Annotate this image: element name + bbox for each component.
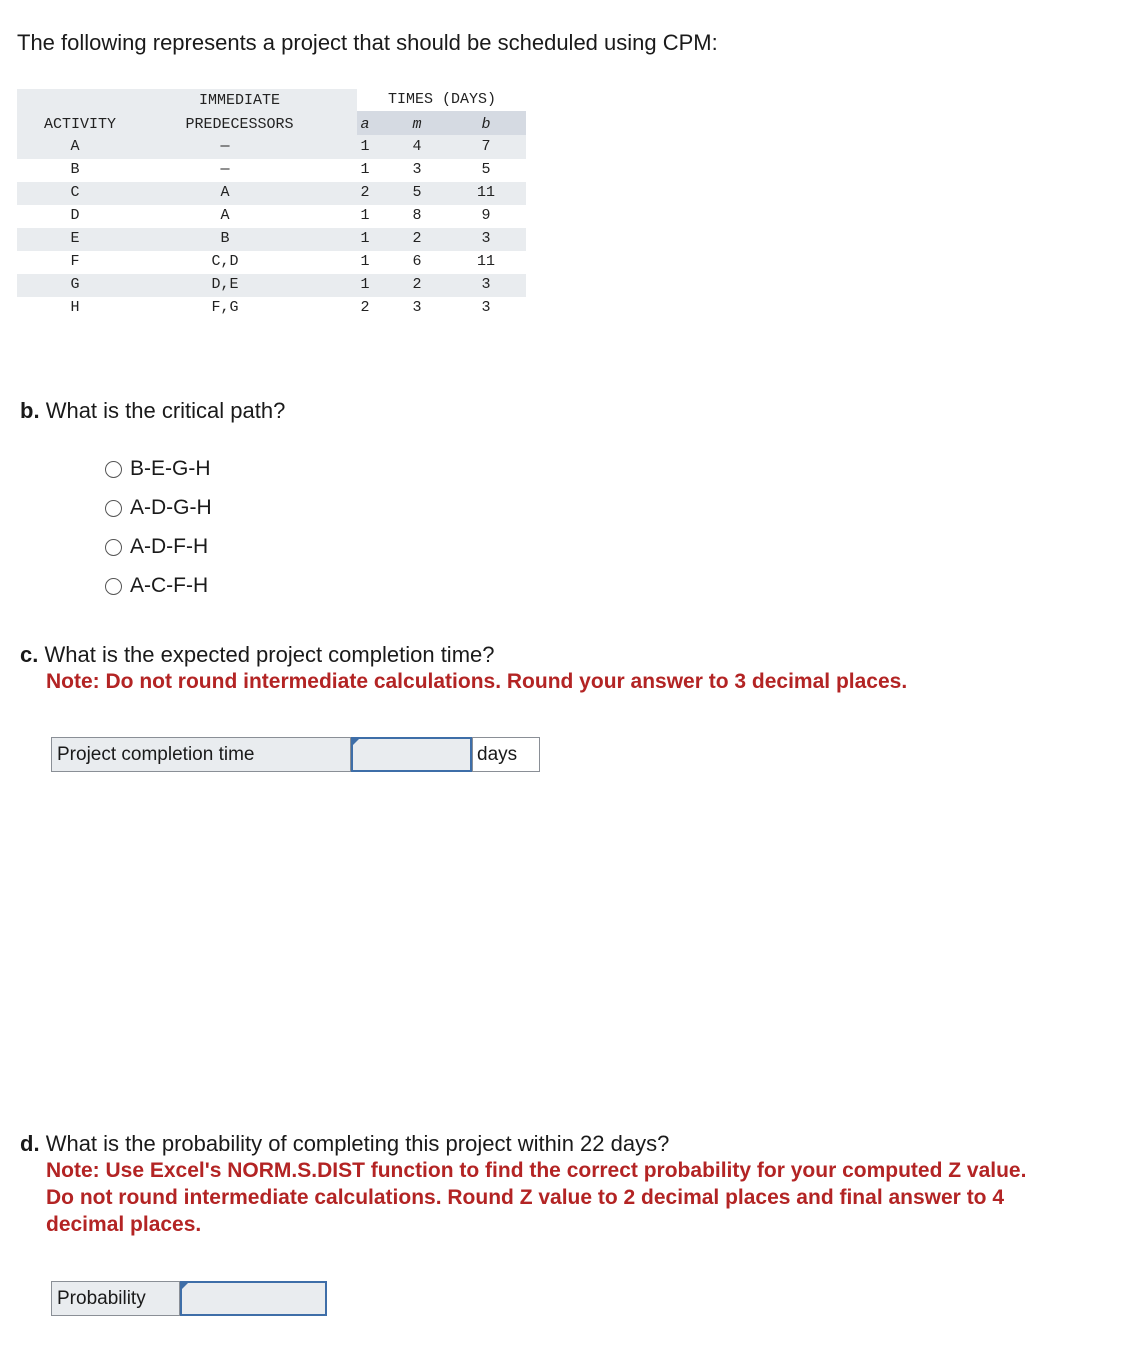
predecessor-cell: — xyxy=(220,138,230,155)
probability-row xyxy=(51,1281,327,1316)
activity-cell: A xyxy=(70,138,80,155)
question-d-text: What is the probability of completing this project within 22 days? xyxy=(45,1131,670,1156)
option-b-e-g-h[interactable] xyxy=(105,456,211,482)
a-cell: 2 xyxy=(360,299,370,316)
b-cell: 11 xyxy=(476,253,495,270)
predecessors-header-line1: IMMEDIATE xyxy=(198,92,280,109)
intro-text: The following represents a project that should be scheduled using CPM: xyxy=(17,30,718,55)
activity-header: ACTIVITY xyxy=(43,116,116,133)
question-d-note-line2: Do not round intermediate calculations. Round Z value to 2 decimal places and final answer to 4 xyxy=(46,1186,1005,1209)
a-cell: 1 xyxy=(360,161,370,178)
table-row xyxy=(17,251,526,274)
b-cell: 5 xyxy=(481,161,491,178)
option-a-d-f-h[interactable] xyxy=(105,534,208,560)
completion-time-label: Project completion time xyxy=(51,737,351,772)
activity-table xyxy=(17,89,526,319)
table-row xyxy=(17,182,526,205)
b-cell: 11 xyxy=(476,184,495,201)
a-cell: 2 xyxy=(360,184,370,201)
activity-cell: G xyxy=(70,276,80,293)
radio-icon[interactable] xyxy=(105,500,122,517)
m-cell: 2 xyxy=(412,276,422,293)
option-a-d-g-h[interactable] xyxy=(105,495,212,521)
table-row xyxy=(17,297,526,320)
table-row xyxy=(17,136,526,159)
option-label: A-D-G-H xyxy=(130,496,212,519)
question-d-prefix: d. xyxy=(20,1131,40,1156)
activity-cell: H xyxy=(70,299,80,316)
activity-cell: F xyxy=(70,253,80,270)
question-d-note-line1: Note: Use Excel's NORM.S.DIST function to find the correct probability for your computed Z value. xyxy=(46,1159,1027,1182)
a-cell: 1 xyxy=(360,207,370,224)
m-cell: 8 xyxy=(412,207,422,224)
a-cell: 1 xyxy=(360,230,370,247)
probability-input[interactable] xyxy=(182,1283,325,1314)
probability-label: Probability xyxy=(51,1281,180,1316)
b-cell: 3 xyxy=(481,230,491,247)
question-b-text: What is the critical path? xyxy=(45,398,286,423)
activity-cell: D xyxy=(70,207,80,224)
question-c xyxy=(20,642,495,668)
table-row xyxy=(17,159,526,182)
option-a-c-f-h[interactable] xyxy=(105,573,208,599)
option-label: A-C-F-H xyxy=(130,574,209,597)
question-c-text: What is the expected project completion time? xyxy=(44,642,495,667)
option-label: B-E-G-H xyxy=(130,457,211,480)
predecessors-header-line2: PREDECESSORS xyxy=(185,116,294,133)
a-cell: 1 xyxy=(360,253,370,270)
b-cell: 3 xyxy=(481,276,491,293)
predecessor-cell: — xyxy=(220,161,230,178)
question-b xyxy=(20,398,285,424)
a-header: a xyxy=(360,116,370,133)
b-cell: 7 xyxy=(481,138,491,155)
predecessor-cell: A xyxy=(220,207,230,224)
question-c-prefix: c. xyxy=(20,642,39,667)
activity-cell: B xyxy=(70,161,80,178)
b-header: b xyxy=(481,116,491,133)
radio-icon[interactable] xyxy=(105,578,122,595)
activity-cell: E xyxy=(70,230,80,247)
table-row xyxy=(17,228,526,251)
a-cell: 1 xyxy=(360,276,370,293)
activity-cell: C xyxy=(70,184,80,201)
m-cell: 6 xyxy=(412,253,422,270)
question-d-note-line3: decimal places. xyxy=(46,1213,202,1236)
m-cell: 3 xyxy=(412,161,422,178)
days-unit-label: days xyxy=(472,737,540,772)
predecessor-cell: D,E xyxy=(211,276,239,293)
option-label: A-D-F-H xyxy=(130,535,209,558)
probability-field[interactable] xyxy=(180,1281,327,1316)
predecessor-cell: C,D xyxy=(211,253,239,270)
m-cell: 3 xyxy=(412,299,422,316)
m-cell: 5 xyxy=(412,184,422,201)
completion-time-input[interactable] xyxy=(353,739,470,770)
m-cell: 4 xyxy=(412,138,422,155)
question-d xyxy=(20,1131,669,1157)
m-header: m xyxy=(412,116,422,133)
predecessor-cell: B xyxy=(220,230,230,247)
predecessor-cell: F,G xyxy=(211,299,239,316)
question-c-note: Note: Do not round intermediate calculations. Round your answer to 3 decimal places. xyxy=(46,670,908,693)
b-cell: 9 xyxy=(481,207,491,224)
table-row xyxy=(17,205,526,228)
m-cell: 2 xyxy=(412,230,422,247)
table-row xyxy=(17,274,526,297)
predecessor-cell: A xyxy=(220,184,230,201)
times-header: TIMES (DAYS) xyxy=(387,91,497,108)
completion-time-row xyxy=(51,737,540,772)
radio-icon[interactable] xyxy=(105,539,122,556)
completion-time-field[interactable] xyxy=(351,737,472,772)
radio-icon[interactable] xyxy=(105,461,122,478)
a-cell: 1 xyxy=(360,138,370,155)
question-b-prefix: b. xyxy=(20,398,40,423)
times-subheader-band xyxy=(357,111,526,135)
b-cell: 3 xyxy=(481,299,491,316)
